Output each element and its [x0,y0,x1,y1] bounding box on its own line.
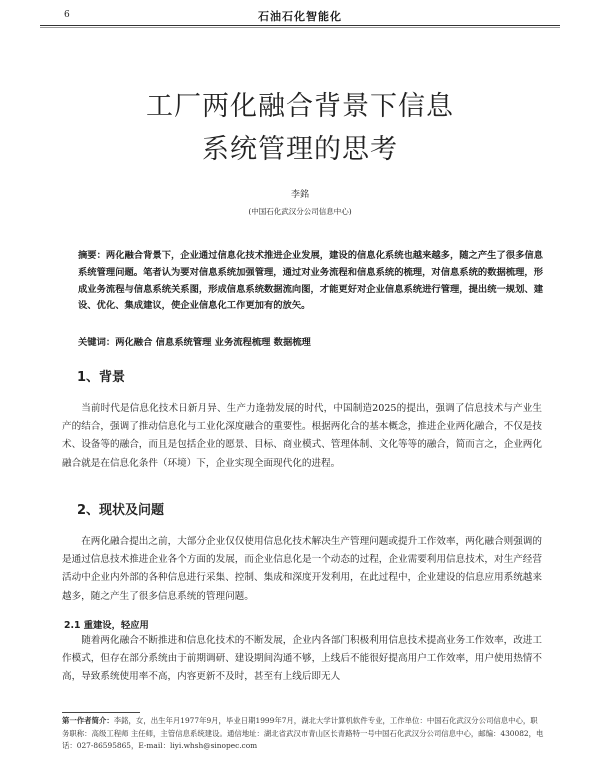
footnote-rule [62,712,140,713]
footnote-label: 第一作者简介： [62,716,114,725]
page-number: 6 [64,10,70,20]
subsection-paragraph: 随着两化融合不断推进和信息化技术的不断发展，企业内各部门积极利用信息技术提高业务工作效率，改进工作模式，但存在部分系统由于前期调研、建设期间沟通不够，上线后不能很好提高用户工作效率，用户使用热情不高，导致系统使用率不高，内容更新不及时，甚至有上线后即无人 [62,635,542,683]
running-header [40,8,560,24]
header-rule [40,25,560,26]
footnote-text: 李銘，女，出生年月1977年9月，毕业日期1999年7月，湖北大学计算机软件专业，工作单位：中国石化武汉分公司信息中心，职务职称：高级工程师 主任师，主管信息系统建设。通信地址：湖北省武汉市青山区长青路特一号中国石化武汉分公司信息中心，邮编：430082，电话：027-86595865，E-mail：liyi.whsh@sinopec.com [62,716,544,750]
keywords-text: 两化融合 信息系统管理 业务流程梳理 数据梳理 [115,337,311,348]
abstract-text: 两化融合背景下，企业通过信息化技术推进企业发展，建设的信息化系统也越来越多，随之产生了很多信息系统管理问题。笔者认为要对信息系统加强管理，通过对业务流程和信息系统的梳理，对信息系统的数据梳理，形成业务流程与信息系统关系图，形成信息系统数据流向图，才能更好对企业信息系统进行管理，提出统一规划、建设、优化、集成建议，使企业信息化工作更加有的放矢。 [78,250,543,312]
header-rule-thin [40,27,560,28]
keywords [78,334,543,348]
author-affiliation: (中国石化武汉分公司信息中心) [248,207,352,216]
section-heading-background: 1、背景 [77,370,126,385]
abstract [78,248,543,315]
section-2-paragraph: 在两化融合提出之前，大部分企业仅仅使用信息化技术解决生产管理问题或提升工作效率，两化融合则强调的是通过信息技术推进企业各个方面的发展，而企业信息化是一个动态的过程，企业需要利用信息技术，对生产经营活动中企业内外部的各种信息进行采集、控制、集成和深度开发利用，在此过程中，企业建设的信息应用系统越来越多，随之产生了很多信息系统的管理问题。 [62,536,542,602]
subsection-heading: 2.1 重建设，轻应用 [64,620,149,631]
keywords-label: 关键词： [78,337,116,348]
author-name: 李銘 [290,190,309,200]
article-title-line-1: 工厂两化融合背景下信息 [146,91,454,122]
article-title-line-2: 系统管理的思考 [202,134,398,165]
section-1-paragraph: 当前时代是信息化技术日新月异、生产力逢勃发展的时代，中国制造2025的提出，强调了信息技术与产业生产的结合，强调了推动信息化与工业化深度融合的重要性。根据两化合的基本概念，推进企业两化融合，不仅是技术、设备等的融合，而且是包括企业的愿景、目标、商业模式、管理体制、文化等等的融合，简而言之，企业两化融合就是在信息化条件（环境）下，企业实现全面现代化的进程。 [62,403,542,469]
author-footnote [62,715,544,753]
abstract-label: 摘要： [78,250,106,261]
section-heading-status: 2、现状及问题 [77,503,165,518]
journal-name: 石油石化智能化 [258,10,342,23]
